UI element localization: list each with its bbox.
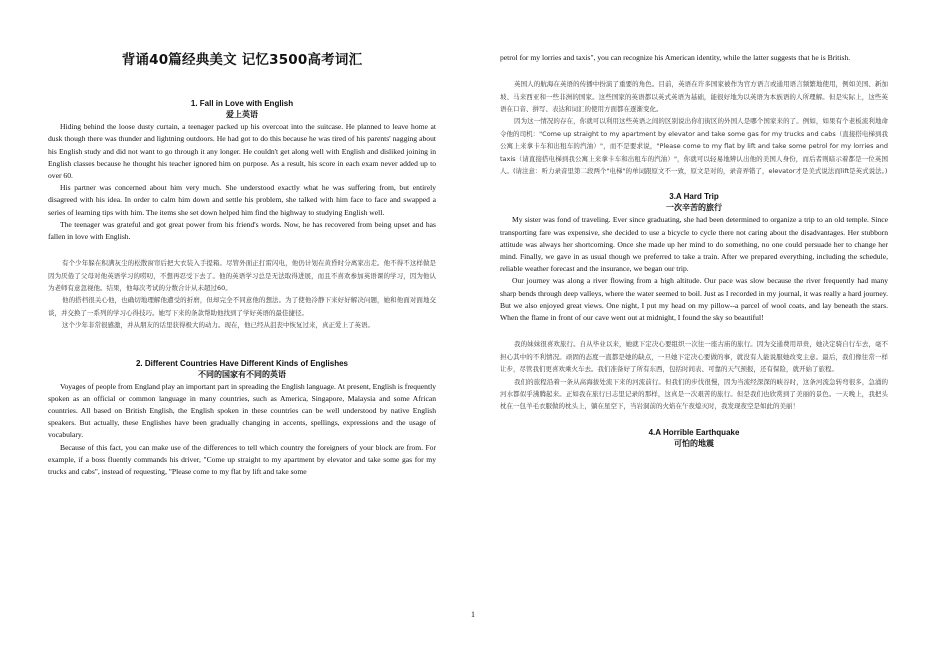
section-1-title-zh: 爱上英语 [226, 110, 258, 120]
section-2-paragraph-end: petrol for my lorries and taxis", you can recognize his American identity, while the latter suggests that he is British. [500, 53, 851, 62]
section-2-translation-1: 英国人的航海在英语的传播中扮演了重要的角色。目前，英语在许多国家被作为官方语言或通用语言频繁地使用，例如美国、新加坡、马来西亚和一些非洲的国家。这些国家的英语都以英式英语为基础，能很好地为以英语为本族语的人所理解。但是实际上，这些英语在口音、拼写、表达和词汇的使用方面都在逐渐变化。 [500, 80, 888, 114]
section-2-title-en: 2. Different Countries Have Different Kinds of Englishes [135, 358, 349, 368]
section-2-paragraph-1: Voyages of people from England play an important part in spreading the English language. At present, English is frequently spoken as an official or common language in many countries, such as America, Singapore, Malaysia and some African countries. All based on British English, the English spoken in these countries can be well understood by native English speakers. But actually, these Englishes have been gradually changing in accents, spellings, expressions and the usage of vocabulary. [48, 381, 436, 440]
section-2-title-zh: 不同的国家有不同的英语 [198, 369, 286, 379]
section-1-title-en: 1. Fall in Love with English [190, 99, 294, 109]
section-3-title-zh: 一次辛苦的旅行 [666, 203, 722, 213]
section-1-translation-2: 他的搭档很关心他，也确切地理解他遭受的折磨，但却完全不同意他的想法。为了使他冷静下来好好解决问题，她和他面对面地交谈，并交换了一系列的学习心得技巧。她写下来的条款帮助他找到了学好英语的最佳捷径。 [48, 296, 436, 317]
section-1-paragraph-2: His partner was concerned about him very much. She understood exactly what he was suffering from, but entirely disagreed with his idea. In order to calm him down and settle his problem, she talked with him face to face and swapped a series of learning tips with him. The items she set down helped him find the highway to studying English well. [48, 183, 436, 217]
section-3-paragraph-1: My sister was fond of traveling. Ever since graduating, she had been determined to organize a trip to an old temple. Since transporting fare was expensive, she decided to use a bicycle to cycle there not caring about the disadvantages. Her stubborn attitude was always her shortcoming. Once she made up her mind to do something, no one could persuade her to change her mind. Finally, we gave in as usual though we preferred to take a train. After we prepared everything, including the schedule, reliable weather forecast and the insurance, we began our trip. [500, 215, 888, 274]
section-1-paragraph-3: The teenager was grateful and got great power from his friend's words. Now, he has recovered from being upset and has fallen in love with English. [48, 219, 436, 242]
right-column [500, 52, 888, 450]
section-3-translation-1: 我的妹妹很喜欢旅行。自从毕业以来，她就下定决心要组织一次往一座古庙的旅行。因为交通费用昂贵，她决定骑自行车去，毫不担心其中的不利情况。顽固的态度一直都是她的缺点，一旦她下定决心要做的事，就没有人能说服她改变主意。最后，我们像往常一样让步，尽管我们更喜欢乘火车去。我们准备好了所有东西，包括时间表、可靠的天气预报，还有保险，就开始了旅程。 [500, 340, 888, 374]
section-1-paragraph-1: Hiding behind the loose dusty curtain, a teenager packed up his overcoat into the suitcase. He planned to leave home at dusk though there was thunder and lightning outdoors. He had got to do this because he was tired of his parents' nagging about his English study and did not want to go through it any longer. He couldn't get along well with English and disliked joining in English classes because he thought his teacher ignored him on purpose. As a result, his score in each exam never added up to over 60. [48, 122, 436, 181]
section-3-title-en: 3.A Hard Trip [669, 192, 719, 202]
section-2-paragraph-2: Because of this fact, you can make use of the differences to tell which country the foreigners of your block are from. For example, if a boss fluently commands his driver, "Come up straight to my apartment by elevator and take some gas for my trucks and cabs", instead of requesting, "Please come to my flat by lift and take some [48, 442, 436, 477]
section-2-translation-2: 因为这一情况的存在，你就可以利用这些英语之间的区别说出你们街区的外国人是哪个国家来的了。例如，如果有个老板流利地命令他的司机："Come up straight to my apartment by elevator and take some gas for my trucks and cabs（直接搭电梯到我公寓上来拿卡车和出租车的汽油）"，而不是要求说，"Please come to my flat by lift and take some petrol for my lorries and taxis（请直接搭电梯到我公寓上来拿卡车和出租车的汽油）"，你就可以轻易地辨认出他的美国人身份，而后者则暗示着都是一位英国人。(请注意：听力录音里第二段两个"电梯"的单词跟原文不一致，原文是对的，录音弄错了，elevator才是美式说法而lift是英式说法。) [500, 117, 888, 176]
section-4-title-en: 4.A Horrible Earthquake [648, 427, 740, 437]
section-1-translation-3: 这个少年非常很感激，并从朋友的话里获得极大的动力。现在，他已经从沮丧中恢复过来，真正爱上了英语。 [62, 321, 374, 330]
section-4-title-zh: 可怕的地震 [674, 438, 714, 448]
section-1-translation-1: 有个少年躲在积满灰尘的松散窗帘后把大衣装入手提箱。尽管外面正打雷闪电，他仍计划在黄昏时分离家出走。他不得不这样做是因为厌倦了父母对他英语学习的唠叨，不想再忍受下去了。他的英语学习总是无法取得进展，而且不喜欢参加英语课的学习，因为他认为老师有意忽视他。结果，他每次考试的分数合计从未超过60。 [48, 259, 436, 293]
document-title: 背诵40篇经典美文 记忆3500高考词汇 [121, 52, 363, 68]
section-3-paragraph-2: Our journey was along a river flowing from a high altitude. Our pace was slow because the river frequently had many sharp bends through deep valleys, where the water seemed to boil. Just as I recorded in my journal, it was really a hard journey. But we also enjoyed great views. One night, I put my head on my pillow--a parcel of wool coats, and lay beneath the stars. When the flame in front of our cave went out at midnight, I found the sky so beautiful! [500, 276, 888, 323]
left-column [48, 48, 436, 478]
section-3-translation-2: 我们的旅程沿着一条从高海拔处流下来的河流前行。但我们的步伐很慢，因为当流经深深的峡谷时，这条河流急转弯很多，急涌的河水都似乎沸腾起来。正如我在旅行日志里记录的那样，这真是一次艰苦的旅行。但是我们也欣赏到了美丽的景色。一天晚上，我把头枕在一包羊毛衣服做的枕头上，躺在星空下，当岩洞前的火焰在午夜熄灭时，我发现夜空是如此的美丽！ [500, 377, 888, 411]
page-number: 1 [471, 610, 475, 619]
